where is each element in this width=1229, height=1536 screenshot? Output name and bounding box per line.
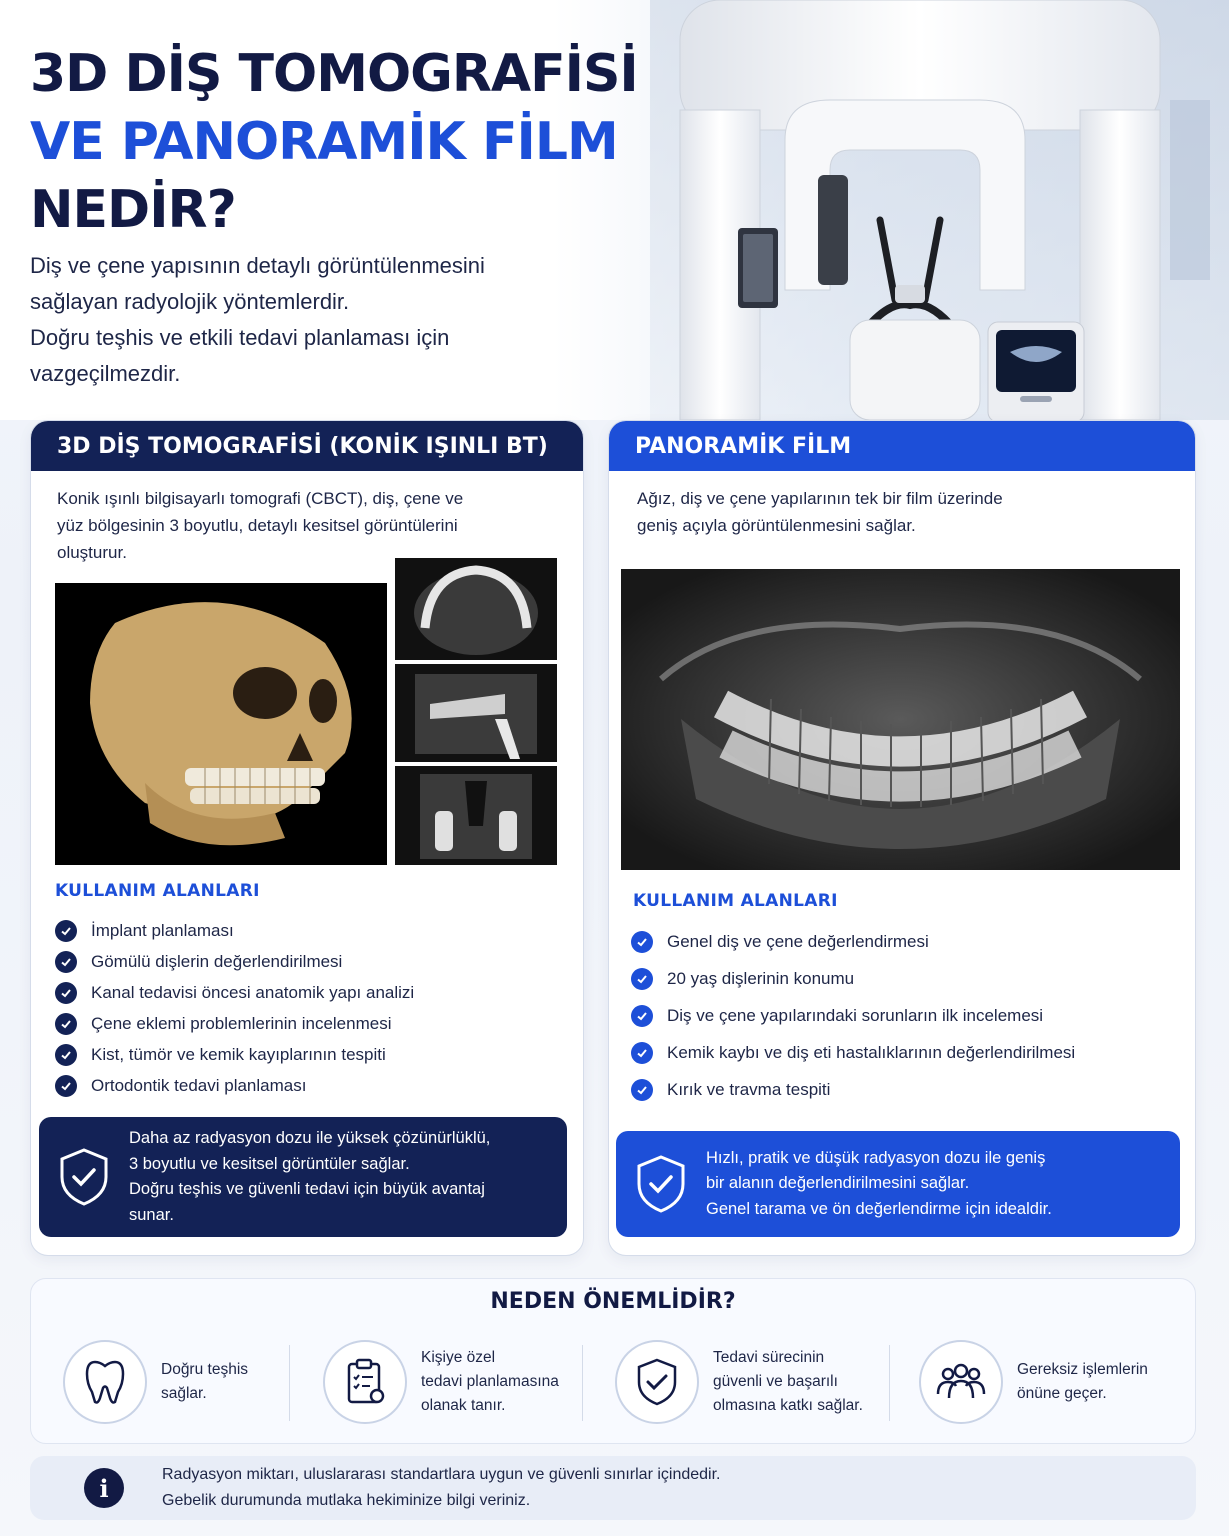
list-item [55,977,414,1008]
why-item-text [161,1358,248,1406]
why-important-title: NEDEN ÖNEMLİDİR? [490,1289,736,1314]
tomography-usage-title: KULLANIM ALANLARI [55,881,260,901]
desc-line: oluşturur. [57,543,127,562]
info-icon: i [84,1468,124,1508]
intro-line: Doğru teşhis ve etkili tedavi planlaması için [30,325,450,350]
people-icon [919,1340,1003,1424]
list-item [631,923,1075,960]
shield-check-icon [39,1147,129,1207]
list-item-label: Kırık ve travma tespiti [667,1079,831,1099]
intro-text [30,248,590,392]
list-item-label: 20 yaş dişlerinin konumu [667,968,855,988]
list-item-label: Çene eklemi problemlerinin incelenmesi [91,1013,392,1033]
list-item [631,997,1075,1034]
info-line: Radyasyon miktarı, uluslararası standartlara uygun ve güvenli sınırlar içindedir. [162,1466,721,1483]
check-icon [631,931,653,953]
list-item-label: Kemik kaybı ve diş eti hastalıklarının değerlendirilmesi [667,1042,1076,1062]
title-line-1: 3D DİŞ TOMOGRAFİSİ [30,44,638,104]
panoramic-description [609,471,1195,539]
panoramic-usage-title: KULLANIM ALANLARI [633,891,838,911]
title-line-3: NEDİR? [30,180,236,240]
panoramic-note-box [616,1131,1180,1237]
check-icon [55,1075,77,1097]
why-line: güvenli ve başarılı [713,1373,838,1390]
ct-axial-slice-image [395,558,557,660]
divider [582,1345,583,1421]
check-icon [55,1044,77,1066]
panoramic-card-title: PANORAMİK FİLM [609,421,1195,471]
list-item [55,946,414,977]
why-line: sağlar. [161,1385,207,1402]
panoramic-xray-image [621,569,1180,870]
why-line: Kişiye özel [421,1349,496,1366]
tooth-icon [63,1340,147,1424]
why-line: Tedavi sürecinin [713,1349,825,1366]
panoramic-usage-list [631,923,1075,1108]
check-icon [55,951,77,973]
why-important-section [30,1278,1196,1444]
why-line: tedavi planlamasına [421,1373,559,1390]
intro-line: Diş ve çene yapısının detaylı görüntülenmesini [30,253,485,278]
tomography-card-title: 3D DİŞ TOMOGRAFİSİ (KONİK IŞINLI BT) [31,421,583,471]
check-icon [55,982,77,1004]
info-line: Gebelik durumunda mutlaka hekiminize bilgi veriniz. [162,1492,531,1509]
skull-3d-image [55,583,387,865]
why-item-text [1017,1358,1148,1406]
tomography-description [31,471,583,566]
page-title [30,40,670,244]
list-item-label: Gömülü dişlerin değerlendirilmesi [91,951,343,971]
intro-line: sağlayan radyolojik yöntemlerdir. [30,289,350,314]
check-icon [55,1013,77,1035]
why-item-text [421,1346,559,1418]
why-item [615,1337,863,1427]
check-icon [631,1079,653,1101]
cbct-machine-illustration [650,0,1229,420]
shield-check-icon [615,1340,699,1424]
list-item-label: Genel diş ve çene değerlendirmesi [667,931,929,951]
list-item-label: Kanal tedavisi öncesi anatomik yapı analizi [91,982,415,1002]
title-line-2: VE PANORAMİK FİLM [30,112,618,172]
divider [289,1345,290,1421]
list-item-label: Diş ve çene yapılarındaki sorunların ilk incelemesi [667,1005,1044,1025]
tomography-usage-list [55,915,414,1101]
tomography-card [30,420,584,1256]
list-item [631,1034,1075,1071]
list-item-label: Kist, tümör ve kemik kayıplarının tespiti [91,1044,386,1064]
info-banner [30,1456,1196,1520]
desc-line: geniş açıyla görüntülenmesini sağlar. [637,516,916,535]
why-item-text [713,1346,863,1418]
list-item [55,1039,414,1070]
why-line: olmasına katkı sağlar. [713,1397,863,1414]
divider [889,1345,890,1421]
check-icon [55,920,77,942]
check-icon [631,968,653,990]
list-item [55,1008,414,1039]
ct-coronal-slice-image [395,766,557,865]
intro-line: vazgeçilmezdir. [30,361,181,386]
why-line: olanak tanır. [421,1397,506,1414]
list-item-label: İmplant planlaması [91,920,234,940]
info-text [162,1462,721,1514]
note-line: Daha az radyasyon dozu ile yüksek çözünürlüklü, [129,1129,491,1147]
note-line: 3 boyutlu ve kesitsel görüntüler sağlar. [129,1154,410,1173]
ct-sagittal-slice-image [395,664,557,762]
why-line: Gereksiz işlemlerin [1017,1361,1148,1378]
tomography-note-text [129,1126,490,1228]
tomography-note-box [39,1117,567,1237]
list-item [55,1070,414,1101]
note-line: Hızlı, pratik ve düşük radyasyon dozu ile geniş [706,1148,1046,1167]
note-line: Genel tarama ve ön değerlendirme için idealdir. [706,1199,1052,1218]
note-line: sunar. [129,1205,174,1224]
list-item [631,1071,1075,1108]
desc-line: Konik ışınlı bilgisayarlı tomografi (CBCT), diş, çene ve [57,489,464,508]
why-item [919,1337,1148,1427]
list-item-label: Ortodontik tedavi planlaması [91,1075,307,1095]
desc-line: yüz bölgesinin 3 boyutlu, detaylı kesitsel görüntülerini [57,516,458,535]
list-item [55,915,414,946]
panoramic-note-text [706,1146,1052,1223]
shield-check-icon [616,1154,706,1214]
check-icon [631,1005,653,1027]
note-line: bir alanın değerlendirilmesini sağlar. [706,1174,970,1193]
why-item [63,1337,248,1427]
panoramic-card [608,420,1196,1256]
note-line: Doğru teşhis ve güvenli tedavi için büyük avantaj [129,1180,485,1198]
list-item [631,960,1075,997]
why-line: önüne geçer. [1017,1385,1107,1402]
check-icon [631,1042,653,1064]
clipboard-icon [323,1340,407,1424]
desc-line: Ağız, diş ve çene yapılarının tek bir film üzerinde [637,489,1003,508]
why-item [323,1337,559,1427]
why-line: Doğru teşhis [161,1361,249,1378]
